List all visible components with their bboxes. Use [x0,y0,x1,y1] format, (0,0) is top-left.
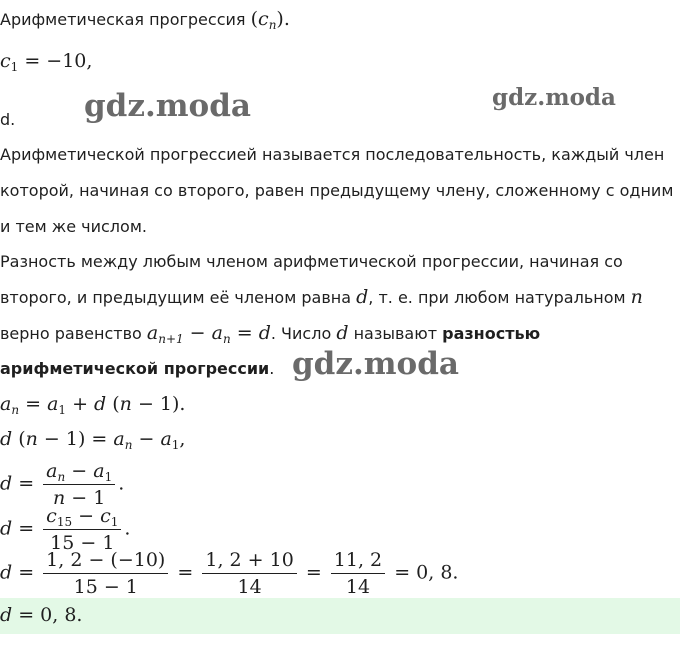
given-sub: 1 [10,60,19,74]
term-bold-1: разностью [442,324,541,343]
difference-text-e: называют [353,324,438,343]
definition-line-1: Арифметической прогрессией называется последовательность, каждый член [0,145,665,164]
difference-line-4 [0,359,274,378]
title-sequence: $(c_n)$. [250,8,290,32]
difference-text-c: верно равенство [0,324,142,343]
title-text: Арифметическая прогрессия [0,10,246,29]
answer-line: d = 0, 8. [0,604,83,626]
answer-highlight [0,598,680,634]
difference-text-f: . [269,359,275,378]
watermark-logo-3: gdz.moda [292,346,459,382]
formula-d-computed: d = $\frac{1, 2 - (-10)}{15 - 1}$ = $\frac{1, 2 + 10}{14}$ = $\frac{11, 2}{14}$ = 0, 8. [0,549,459,598]
given-value: = −10, [18,50,93,72]
symbol-d-2: d [336,322,349,344]
fraction-general: $\frac{a_n - a_1}{n - 1}$ [43,460,115,509]
formula-rearranged: d $(n - 1) = a_n - a_1$, [0,428,186,452]
formula-d-general: d = $\frac{a_n - a_1}{n - 1}$ . [0,460,125,509]
equality-formula: $a_{n+1} - a_n = d$ [146,322,271,346]
difference-line-1: Разность между любым членом арифметической прогрессии, начиная со [0,252,623,271]
find-label: d. [0,110,16,129]
watermark-logo-2: gdz.moda [492,84,616,111]
difference-line-2 [0,286,643,308]
difference-text-b: , т. е. при любом натуральном [368,288,626,307]
difference-line-3 [0,322,540,344]
given-label: c [0,50,11,72]
symbol-d: d [356,286,369,308]
fraction-simplified: $\frac{1, 2 + 10}{14}$ [202,549,296,598]
fraction-specific: $\frac{c_{15} - c_1}{15 - 1}$ [43,505,121,554]
term-bold-2: арифметической прогрессии [0,359,270,378]
watermark-logo-1: gdz.moda [84,88,251,124]
find-line [0,110,15,129]
difference-text-a: второго, и предыдущим её членом равна [0,288,352,307]
definition-line-3: и тем же числом. [0,217,147,236]
definition-line-2: которой, начиная со второго, равен предыдущему члену, сложенному с одним [0,181,674,200]
difference-text-d: . Число [270,324,332,343]
formula-d-specific: d = $\frac{c_{15} - c_1}{15 - 1}$ . [0,505,131,554]
fraction-substituted: $\frac{1, 2 - (-10)}{15 - 1}$ [43,549,168,598]
formula-general-term: $a_n = a_1 + d$ (n − 1). [0,393,186,417]
given-line [0,50,92,72]
fraction-result: $\frac{11, 2}{14}$ [331,549,385,598]
symbol-n: n [630,286,643,308]
title-line [0,8,290,30]
